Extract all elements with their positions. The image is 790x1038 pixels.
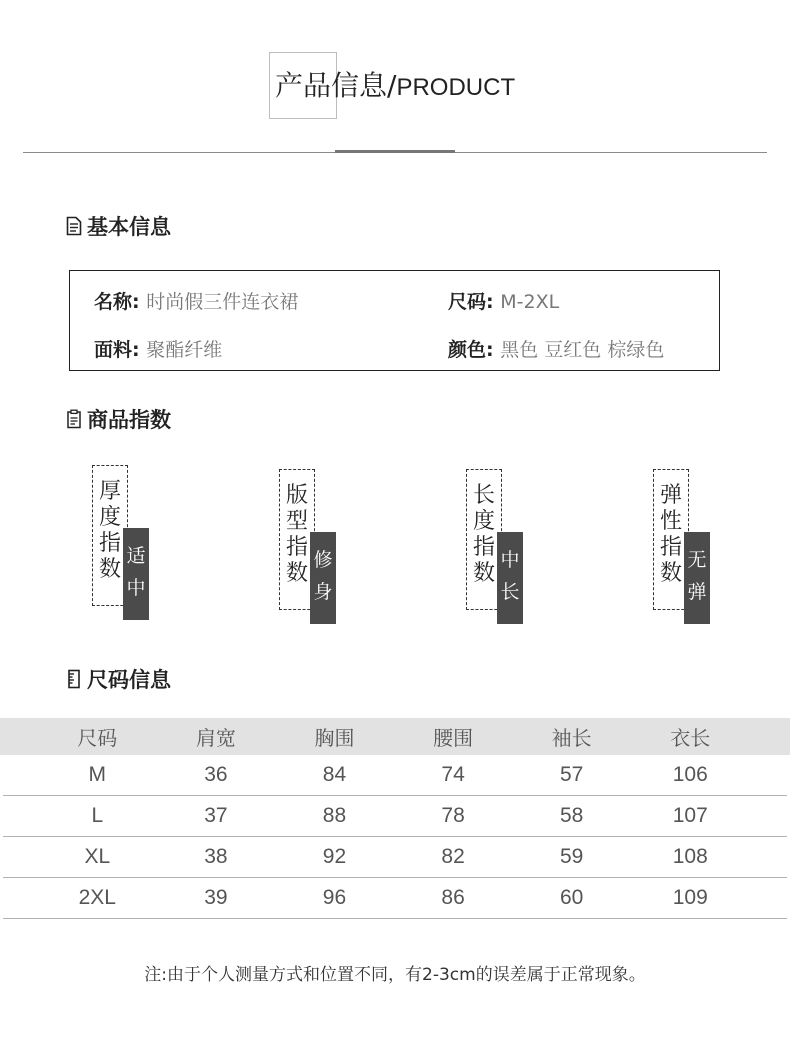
index-char: 弹 <box>659 483 682 508</box>
index-value-char: 中 <box>126 577 146 599</box>
index-char: 指 <box>472 535 495 560</box>
section-product-index <box>66 404 171 434</box>
table-cell: 88 <box>322 804 347 827</box>
table-row <box>3 796 787 837</box>
section-title: 尺码信息 <box>87 668 171 692</box>
index-value-char: 身 <box>313 581 333 603</box>
table-header <box>0 718 790 755</box>
title-cn: 产品信息 <box>275 69 388 102</box>
table-cell: 92 <box>322 845 347 868</box>
index-char: 指 <box>659 535 682 560</box>
info-value: M-2XL <box>500 291 560 313</box>
info-value: 黑色 豆红色 棕绿色 <box>500 339 665 361</box>
index-char: 度 <box>98 505 121 530</box>
table-row <box>3 755 787 796</box>
index-char: 厚 <box>98 479 121 504</box>
table-cell: 78 <box>441 804 465 827</box>
index-char: 版 <box>285 483 308 508</box>
info-value: 聚酯纤维 <box>146 339 223 361</box>
index-value-char: 长 <box>500 581 520 603</box>
document-icon <box>66 216 82 236</box>
index-char: 数 <box>98 557 121 582</box>
info-key: 颜色 <box>448 339 487 361</box>
table-row <box>3 878 787 919</box>
table-cell: 106 <box>672 763 708 786</box>
section-size-info <box>66 664 171 694</box>
table-cell: L <box>91 804 104 827</box>
table-cell: 38 <box>204 845 228 868</box>
title-separator: / <box>387 69 397 102</box>
index-char: 指 <box>98 531 121 556</box>
table-cell: 59 <box>559 845 584 868</box>
index-value-char: 适 <box>126 545 146 567</box>
table-header-cell: 袖长 <box>551 726 592 750</box>
table-header-cell: 尺码 <box>77 726 118 750</box>
section-title: 商品指数 <box>87 408 171 432</box>
title-en: PRODUCT <box>396 74 516 101</box>
table-cell: 96 <box>322 886 347 909</box>
table-row <box>3 837 787 878</box>
index-char: 度 <box>472 509 495 534</box>
info-fabric: 面料: 聚酯纤维 <box>94 339 223 361</box>
clipboard-icon <box>66 409 82 429</box>
page-title <box>275 64 515 104</box>
index-value-char: 弹 <box>687 581 707 603</box>
table-cell: 2XL <box>78 886 116 909</box>
table-cell: XL <box>84 845 111 868</box>
size-table <box>0 718 790 919</box>
index-value-fit <box>310 532 336 624</box>
index-char: 性 <box>659 509 682 534</box>
table-cell: 74 <box>441 763 465 786</box>
table-header-cell: 衣长 <box>670 726 711 750</box>
info-value: 时尚假三件连衣裙 <box>146 291 299 313</box>
table-cell: 60 <box>559 886 584 909</box>
index-char: 数 <box>472 561 495 586</box>
section-title: 基本信息 <box>87 215 171 239</box>
ruler-icon <box>66 669 82 689</box>
info-key: 尺码 <box>448 291 487 313</box>
index-char: 长 <box>472 483 495 508</box>
table-cell: 109 <box>672 886 708 909</box>
info-size: 尺码: M-2XL <box>448 291 560 313</box>
table-cell: 82 <box>441 845 465 868</box>
table-cell: 84 <box>322 763 347 786</box>
index-value-length <box>497 532 523 624</box>
table-cell: 86 <box>441 886 465 909</box>
table-cell: 36 <box>204 763 228 786</box>
table-header-cell: 胸围 <box>314 726 355 750</box>
index-char: 数 <box>285 561 308 586</box>
measurement-note: 注:由于个人测量方式和位置不同，有2-3cm的误差属于正常现象。 <box>144 965 646 985</box>
table-cell: 39 <box>204 886 228 909</box>
index-value-char: 无 <box>687 549 707 571</box>
index-value-char: 修 <box>313 549 333 571</box>
info-key: 名称 <box>94 291 133 313</box>
info-key: 面料 <box>94 339 133 361</box>
table-cell: 57 <box>559 763 584 786</box>
table-cell: M <box>88 763 107 786</box>
table-header-cell: 肩宽 <box>195 726 236 750</box>
table-cell: 58 <box>559 804 584 827</box>
index-char: 数 <box>659 561 682 586</box>
info-color: 颜色: 黑色 豆红色 棕绿色 <box>448 339 665 361</box>
index-value-elasticity <box>684 532 710 624</box>
index-value-char: 中 <box>500 549 520 571</box>
index-char: 型 <box>285 509 308 534</box>
table-header-cell: 腰围 <box>433 726 474 750</box>
index-char: 指 <box>285 535 308 560</box>
index-value-thickness <box>123 528 149 620</box>
section-basic-info <box>66 211 171 241</box>
table-cell: 107 <box>672 804 708 827</box>
header-divider-accent <box>335 150 455 153</box>
info-name: 名称: 时尚假三件连衣裙 <box>94 291 299 313</box>
table-cell: 37 <box>204 804 228 827</box>
table-cell: 108 <box>672 845 708 868</box>
